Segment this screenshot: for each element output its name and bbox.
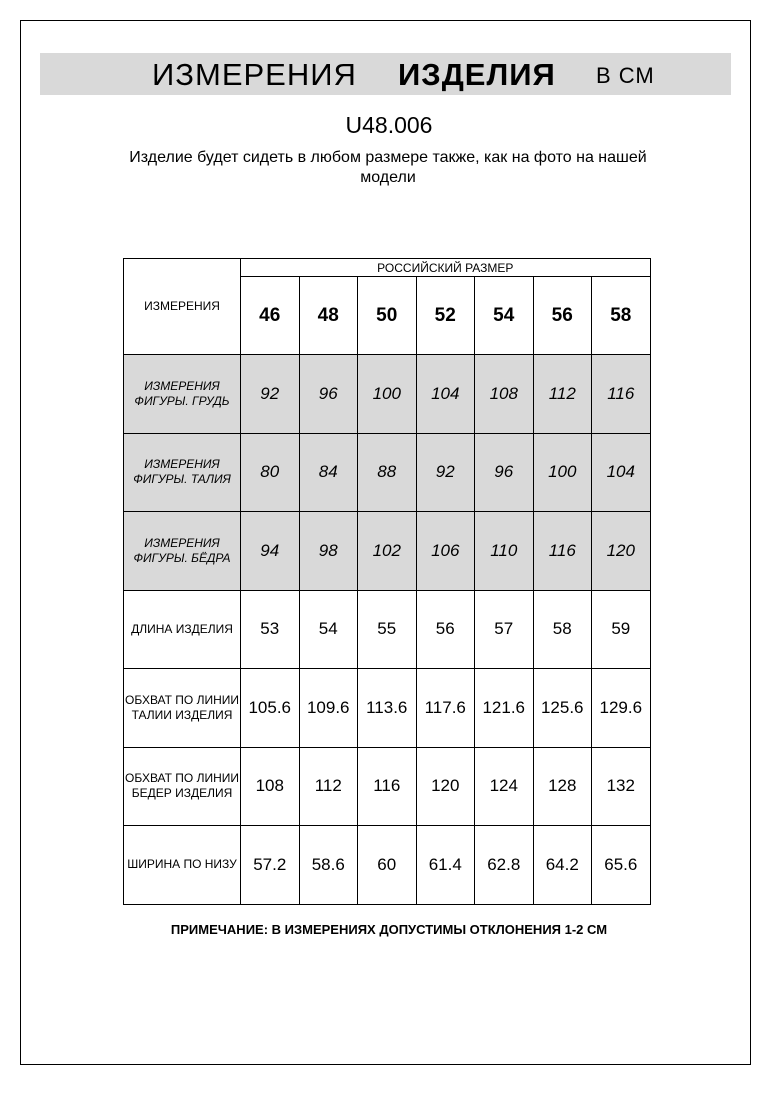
table-cell: 100 (533, 433, 592, 512)
size-header: 46 (241, 277, 300, 355)
table-cell: 132 (592, 747, 651, 826)
table-cell: 110 (475, 512, 534, 591)
tolerance-note: ПРИМЕЧАНИЕ: В ИЗМЕРЕНИЯХ ДОПУСТИМЫ ОТКЛОНЕНИЯ 1-2 СМ (170, 922, 608, 937)
table-cell: 57.2 (241, 826, 300, 905)
size-header: 52 (416, 277, 475, 355)
table-cell: 113.6 (358, 669, 417, 748)
table-cell: 58 (533, 590, 592, 669)
row-label: ДЛИНА ИЗДЕЛИЯ (124, 590, 241, 669)
table-cell: 96 (299, 355, 358, 434)
product-code: U48.006 (345, 112, 433, 138)
table-cell: 98 (299, 512, 358, 591)
table-cell: 102 (358, 512, 417, 591)
table-cell: 128 (533, 747, 592, 826)
header-word-measurements: ИЗМЕРЕНИЯ (152, 57, 357, 92)
table-cell: 64.2 (533, 826, 592, 905)
table-cell: 60 (358, 826, 417, 905)
table-cell: 121.6 (475, 669, 534, 748)
table-cell: 120 (592, 512, 651, 591)
table-cell: 55 (358, 590, 417, 669)
table-cell: 94 (241, 512, 300, 591)
table-cell: 125.6 (533, 669, 592, 748)
row-label: ОБХВАТ ПО ЛИНИИ БЕДЕР ИЗДЕЛИЯ (124, 747, 241, 826)
row-label: ИЗМЕРЕНИЯ ФИГУРЫ. ГРУДЬ (124, 355, 241, 434)
table-cell: 96 (475, 433, 534, 512)
table-row-waist (124, 433, 651, 512)
table-cell: 57 (475, 590, 534, 669)
table-row-hem-width (124, 826, 651, 905)
table-cell: 109.6 (299, 669, 358, 748)
measurements-header: ИЗМЕРЕНИЯ (124, 259, 241, 355)
size-header: 50 (358, 277, 417, 355)
table-cell: 61.4 (416, 826, 475, 905)
table-cell: 54 (299, 590, 358, 669)
row-label: ШИРИНА ПО НИЗУ (124, 826, 241, 905)
header-band (40, 53, 731, 95)
table-cell: 116 (358, 747, 417, 826)
table-cell: 117.6 (416, 669, 475, 748)
table-cell: 92 (241, 355, 300, 434)
table-cell: 129.6 (592, 669, 651, 748)
table-cell: 53 (241, 590, 300, 669)
table-cell: 106 (416, 512, 475, 591)
size-header: 48 (299, 277, 358, 355)
russian-size-header: РОССИЙСКИЙ РАЗМЕР (241, 259, 651, 277)
table-cell: 108 (241, 747, 300, 826)
table-cell: 65.6 (592, 826, 651, 905)
fit-note: Изделие будет сидеть в любом размере также, как на фото на нашей модели (129, 149, 647, 186)
size-header: 56 (533, 277, 592, 355)
table-cell: 116 (533, 512, 592, 591)
table-cell: 104 (416, 355, 475, 434)
size-header: 54 (475, 277, 534, 355)
row-label: ИЗМЕРЕНИЯ ФИГУРЫ. БЁДРА (124, 512, 241, 591)
table-cell: 112 (533, 355, 592, 434)
table-cell: 62.8 (475, 826, 534, 905)
table-row-hips (124, 512, 651, 591)
row-label: ОБХВАТ ПО ЛИНИИ ТАЛИИ ИЗДЕЛИЯ (124, 669, 241, 748)
size-header: 58 (592, 277, 651, 355)
table-cell: 112 (299, 747, 358, 826)
table-cell: 104 (592, 433, 651, 512)
table-cell: 108 (475, 355, 534, 434)
table-cell: 116 (592, 355, 651, 434)
header-word-product: ИЗДЕЛИЯ (398, 57, 556, 92)
table-cell: 105.6 (241, 669, 300, 748)
table-cell: 59 (592, 590, 651, 669)
table-cell: 92 (416, 433, 475, 512)
table-cell: 58.6 (299, 826, 358, 905)
table-cell: 100 (358, 355, 417, 434)
table-cell: 124 (475, 747, 534, 826)
table-row-chest (124, 355, 651, 434)
row-label: ИЗМЕРЕНИЯ ФИГУРЫ. ТАЛИЯ (124, 433, 241, 512)
table-row-length (124, 590, 651, 669)
table-row-waist-girth (124, 669, 651, 748)
header-unit: В СМ (596, 63, 655, 88)
table-cell: 88 (358, 433, 417, 512)
table-cell: 84 (299, 433, 358, 512)
size-table (123, 258, 651, 905)
table-cell: 80 (241, 433, 300, 512)
table-row-hip-girth (124, 747, 651, 826)
table-cell: 56 (416, 590, 475, 669)
table-cell: 120 (416, 747, 475, 826)
